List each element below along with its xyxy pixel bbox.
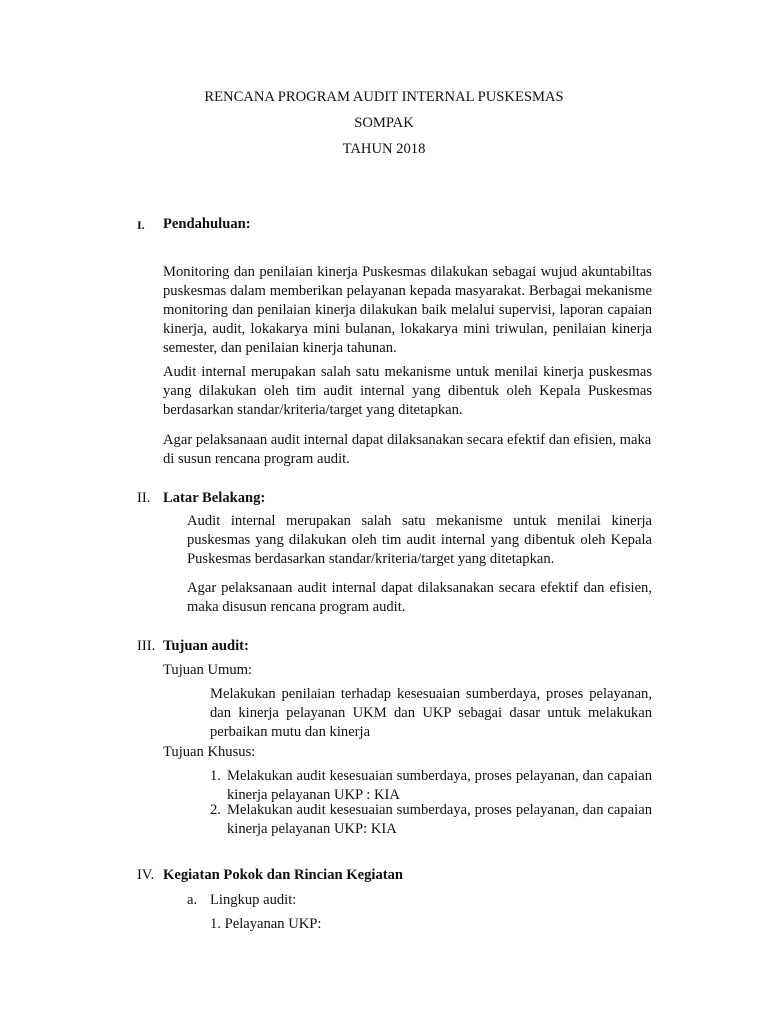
section-4-number: IV. (137, 867, 155, 883)
section-2-paragraph-2: Agar pelaksanaan audit internal dapat dilaksanakan secara efektif dan efisien, maka disusun rencana program audit. (187, 580, 652, 615)
lingkup-audit-marker: a. (187, 892, 198, 908)
pelayanan-ukp-item: 1. Pelayanan UKP: (210, 916, 322, 932)
tujuan-khusus-item-1-number: 1. (210, 768, 221, 784)
section-4-title: Kegiatan Pokok dan Rincian Kegiatan (163, 867, 404, 883)
section-1-paragraph-2: Audit internal merupakan salah satu mekanisme untuk menilai kinerja puskesmas yang dilakukan oleh tim audit internal yang dibentuk oleh Kepala Puskesmas berdasarkan standar/kriteria/target yang ditetapkan. (163, 364, 652, 418)
section-1-paragraph-1: Monitoring dan penilaian kinerja Puskesmas dilakukan sebagai wujud akuntabiltas puskesmas dalam memberikan pelayanan kepada masyarakat. Berbagai mekanisme monitoring dan penilaian kinerja dilakukan baik melalui supervisi, laporan capaian kinerja, audit, lokakarya mini bulanan, lokakarya mini triwulan, penilaian kinerja semester, dan penilaian kinerja tahunan. (163, 264, 652, 356)
tujuan-khusus-item-1: Melakukan audit kesesuaian sumberdaya, proses pelayanan, dan capaian kinerja pelayanan UKP : KIA (227, 768, 652, 803)
section-3-number: III. (137, 638, 156, 654)
lingkup-audit-label: Lingkup audit: (210, 892, 297, 908)
tujuan-khusus-item-2: Melakukan audit kesesuaian sumberdaya, proses pelayanan, dan capaian kinerja pelayanan UKP: KIA (227, 802, 652, 837)
tujuan-khusus-label: Tujuan Khusus: (163, 744, 256, 760)
document-title: RENCANA PROGRAM AUDIT INTERNAL PUSKESMAS (204, 89, 564, 105)
section-1-number: I. (137, 218, 145, 232)
section-2-paragraph-1: Audit internal merupakan salah satu mekanisme untuk menilai kinerja puskesmas yang dilakukan oleh tim audit internal yang dibentuk oleh Kepala Puskesmas berdasarkan standar/kriteria/target yang ditetapkan. (187, 513, 652, 567)
tujuan-umum-text: Melakukan penilaian terhadap kesesuaian sumberdaya, proses pelayanan, dan kinerja pelayanan UKM dan UKP sebagai dasar untuk melakukan perbaikan mutu dan kinerja (210, 686, 652, 740)
document-subtitle-year: TAHUN 2018 (342, 141, 426, 157)
document-subtitle-location: SOMPAK (354, 115, 414, 131)
section-1-paragraph-3: Agar pelaksanaan audit internal dapat dilaksanakan secara efektif dan efisien, maka di susun rencana program audit. (163, 432, 652, 467)
section-2-number: II. (137, 490, 151, 506)
tujuan-khusus-item-2-number: 2. (210, 802, 221, 818)
section-3-title: Tujuan audit: (163, 638, 249, 654)
tujuan-umum-label: Tujuan Umum: (163, 662, 253, 678)
section-1-title: Pendahuluan: (163, 216, 251, 232)
section-2-title: Latar Belakang: (163, 490, 266, 506)
